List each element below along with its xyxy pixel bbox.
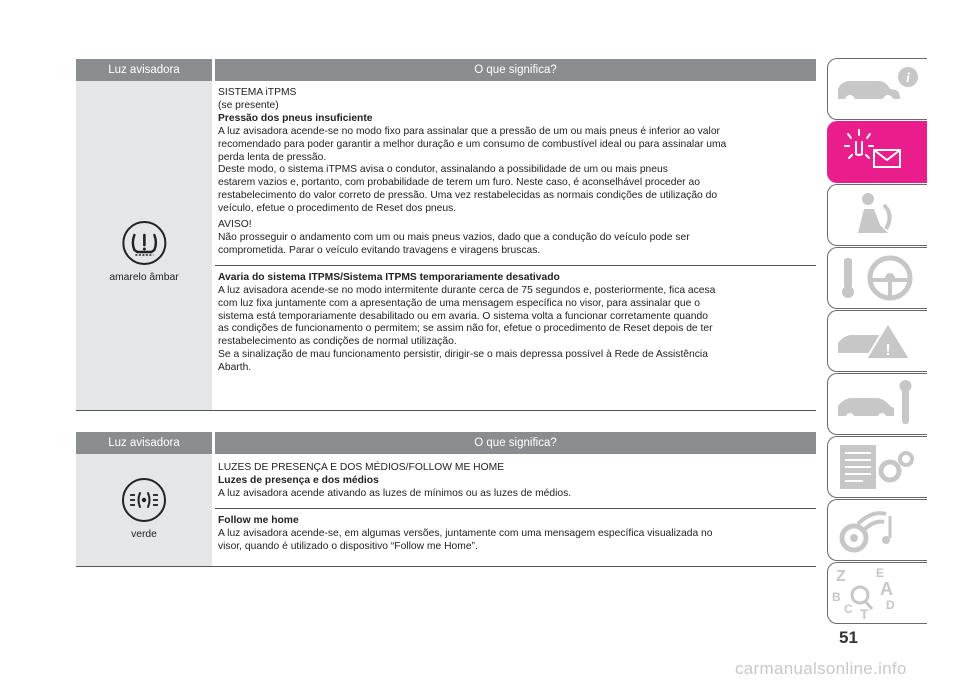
starting-driving-icon: [828, 248, 927, 308]
watermark: carmanualsonline.info: [735, 659, 907, 678]
warning-light-table-itpms: [76, 59, 816, 411]
section-text: A luz avisadora acende-se no modo intermitente durante cerca de 75 segundos e, posteriormente, fica acesa com luz fixa juntamente com a apresentação de uma mensagem específica no visor, para assinalar que o sistema está temporariamente desabilitado ou em avaria. O sistema volta a funcionar corretamente quando as condições de funcionamento o permitem; se assim não for, efetue o procedimento de Reset depois de ter restabelecimento as condições de normal utilização. Se a sinalização de mau funcionamento persistir, dirigir-se o mais depressa possível à Rede de Assistência Abarth.: [218, 284, 716, 374]
lamp-cell: [76, 454, 212, 566]
section-text: A luz avisadora acende-se no modo fixo para assinalar que a pressão de um ou mais pneus é inferior ao valor recomendado para poder garantir a melhor duração e um consumo de combustível ideal ou para assinalar uma perda lenta de pressão. Deste modo, o sistema iTPMS avisa o condutor, assinalando a possibilidade de um ou mais pneus estarem vazios e, portanto, com probabilidade de terem um furo. Neste caso, é aconselhável proceder ao restabelecimento do valor correto de pressão. Uma vez restabelecidas as normais condições de utilização do veículo, efetue o procedimento de Reset dos pneus.: [218, 125, 727, 215]
system-title: LUZES DE PRESENÇA E DOS MÉDIOS/FOLLOW ME HOME: [218, 462, 505, 473]
header-col-light: Luz avisadora: [76, 59, 212, 81]
header-col-meaning: O que significa?: [215, 432, 816, 454]
svg-text:!: !: [885, 342, 891, 359]
system-subtitle: (se presente): [218, 99, 279, 111]
lamp-color-label: amarelo âmbar: [109, 272, 179, 283]
svg-text:D: D: [886, 598, 895, 612]
svg-text:Z: Z: [836, 568, 846, 585]
section-title: Pressão dos pneus insuficiente: [218, 112, 373, 124]
svg-text:i: i: [906, 71, 910, 86]
section-title: Follow me home: [218, 514, 299, 526]
meaning-cell: [215, 81, 816, 410]
page-number: 51: [839, 628, 858, 647]
section-title: Luzes de presença e dos médios: [218, 474, 379, 486]
section-title: Avaria do sistema ITPMS/Sistema ITPMS temporariamente desativado: [218, 271, 560, 283]
tab-maintenance[interactable]: [827, 373, 927, 435]
position-lights-icon: [121, 477, 167, 523]
svg-text:B: B: [832, 590, 841, 604]
lamp-color-label: verde: [131, 529, 157, 540]
header-col-light: Luz avisadora: [76, 432, 212, 454]
table-row: [76, 81, 816, 410]
section-text: A luz avisadora acende ativando as luzes de mínimos ou as luzes de médios.: [218, 487, 572, 499]
table-row: [76, 454, 816, 566]
tab-warning-lights[interactable]: [827, 121, 927, 183]
system-title: SISTEMA iTPMS: [218, 87, 297, 98]
header-col-meaning: O que significa?: [215, 59, 816, 81]
table-header: [76, 59, 816, 81]
tab-index[interactable]: [827, 562, 927, 624]
meaning-cell: [215, 454, 816, 566]
section-text: A luz avisadora acende-se, em algumas versões, juntamente com uma mensagem específica visualizada no visor, quando é utilizado o dispositivo “Follow me Home”.: [218, 527, 713, 552]
lamp-cell: [76, 81, 212, 410]
technical-data-icon: [828, 437, 927, 497]
tab-emergency[interactable]: [827, 310, 927, 372]
svg-text:E: E: [876, 566, 885, 580]
maintenance-icon: [828, 374, 927, 434]
tab-multimedia[interactable]: [827, 499, 927, 561]
warning-light-table-lights: [76, 432, 816, 567]
emergency-icon: [828, 311, 927, 371]
svg-text:T: T: [860, 606, 869, 622]
table-header: [76, 432, 816, 454]
index-icon: [828, 563, 927, 623]
safety-icon: [828, 185, 927, 245]
warning-text: Não prosseguir o andamento com um ou mais pneus vazios, dado que a condução do veículo pode ser comprometida. Parar o veículo evitando travagens e viragens bruscas.: [218, 231, 690, 256]
svg-text:C: C: [844, 602, 853, 616]
car-info-icon: [828, 59, 927, 119]
multimedia-icon: [828, 500, 927, 560]
tire-pressure-warning-icon: [121, 220, 167, 266]
warning-lights-icon: [828, 122, 927, 182]
tab-starting-driving[interactable]: [827, 247, 927, 309]
tab-technical-data[interactable]: [827, 436, 927, 498]
warning-title: AVISO!: [218, 219, 252, 231]
tab-safety[interactable]: [827, 184, 927, 246]
svg-text:A: A: [880, 579, 893, 599]
tab-car-info[interactable]: [827, 58, 927, 120]
